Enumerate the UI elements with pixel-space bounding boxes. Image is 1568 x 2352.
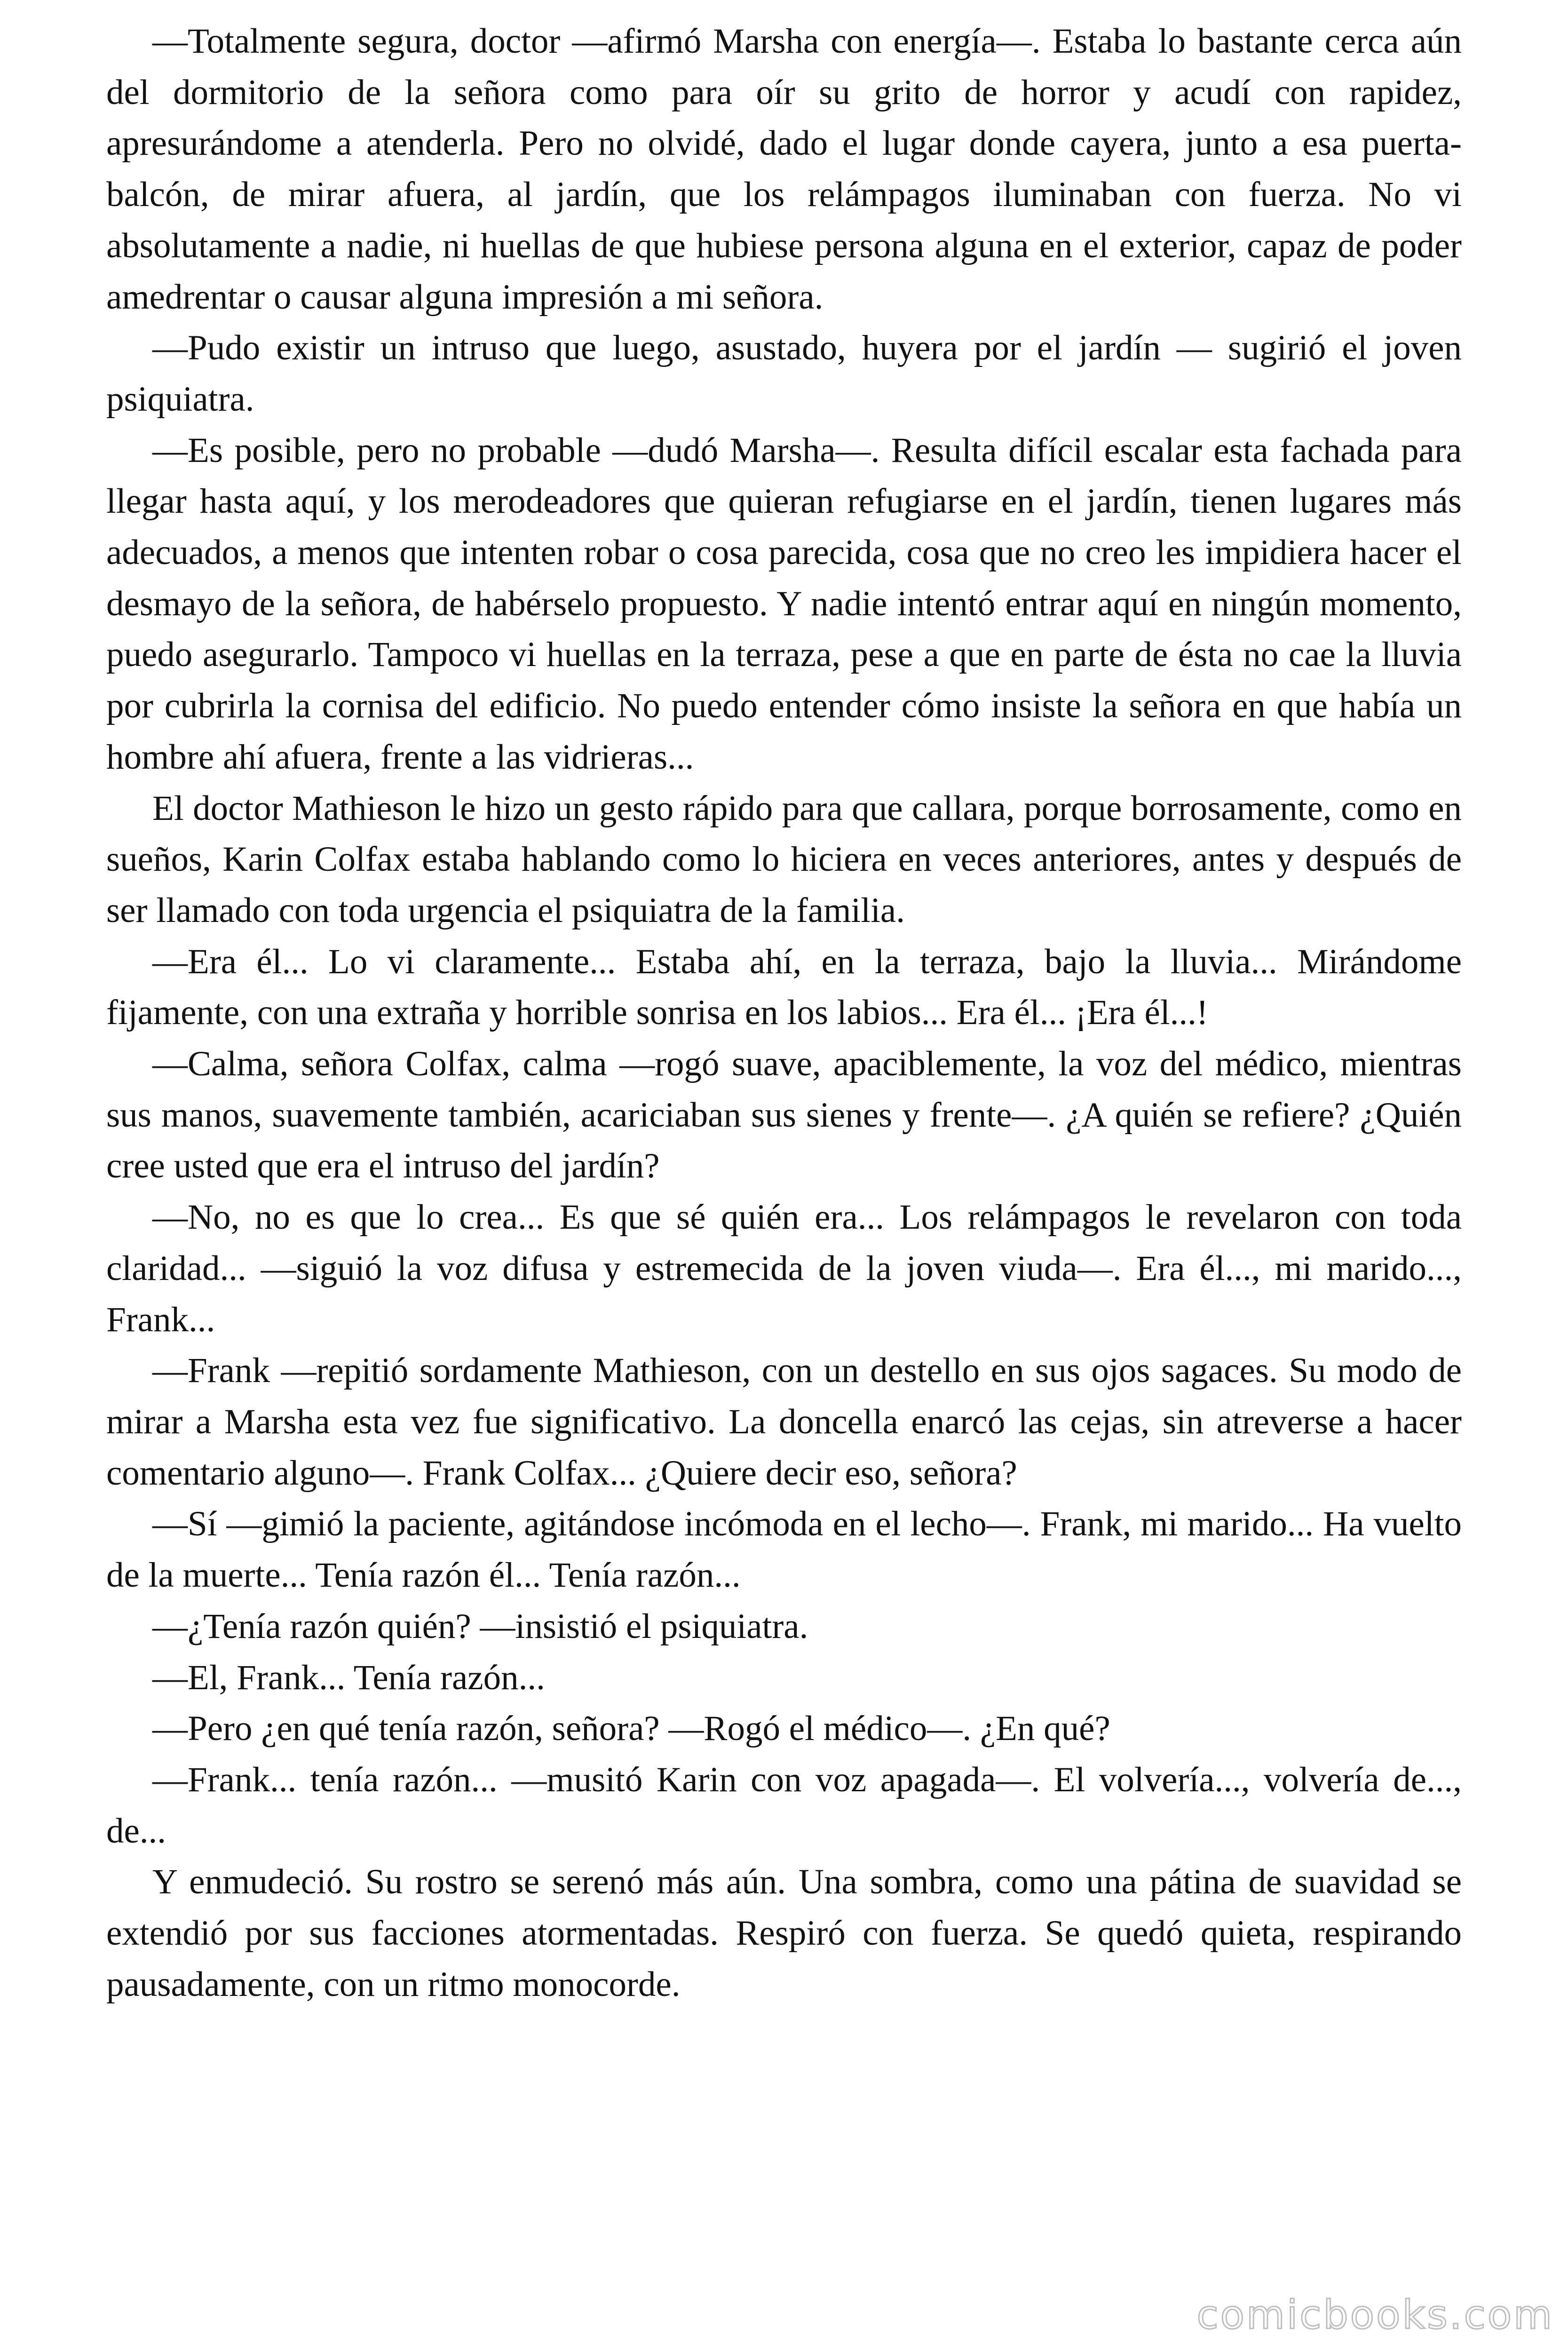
paragraph: El doctor Mathieson le hizo un gesto rápido para que callara, porque borrosamente, como en sueños, Karin Colfax estaba hablando como lo hiciera en veces anteriores, antes y después de ser llamado con toda urgencia el psiquiatra de la familia. <box>106 788 1462 930</box>
watermark: comicbooks.com <box>1196 2292 1554 2338</box>
book-page <box>106 16 1462 2010</box>
paragraph: —Frank... tenía razón... —musitó Karin con voz apagada—. El volvería..., volvería de..., de... <box>106 1760 1462 1851</box>
paragraph: Y enmudeció. Su rostro se serenó más aún. Una sombra, como una pátina de suavidad se extendió por sus facciones atormentadas. Respiró con fuerza. Se quedó quieta, respirando pausadamente, con un ritmo monocorde. <box>106 1862 1462 2004</box>
paragraph: —¿Tenía razón quién? —insistió el psiquiatra. <box>152 1606 808 1646</box>
paragraph: —Es posible, pero no probable —dudó Marsha—. Resulta difícil escalar esta fachada para llegar hasta aquí, y los merodeadores que quieran refugiarse en el jardín, tienen lugares más adecuados, a menos que intenten robar o cosa parecida, cosa que no creo les impidiera hacer el desmayo de la señora, de habérselo propuesto. Y nadie intentó entrar aquí en ningún momento, puedo asegurarlo. Tampoco vi huellas en la terraza, pese a que en parte de ésta no cae la lluvia por cubrirla la cornisa del edificio. No puedo entender cómo insiste la señora en que había un hombre ahí afuera, frente a las vidrieras... <box>106 430 1462 777</box>
paragraph: —Pero ¿en qué tenía razón, señora? —Rogó el médico—. ¿En qué? <box>152 1709 1110 1748</box>
paragraph: —El, Frank... Tenía razón... <box>152 1658 545 1697</box>
paragraph: —Calma, señora Colfax, calma —rogó suave, apaciblemente, la voz del médico, mientras sus manos, suavemente también, acariciaban sus sienes y frente—. ¿A quién se refiere? ¿Quién cree usted que era el intruso del jardín? <box>106 1044 1462 1186</box>
paragraph: —Sí —gimió la paciente, agitándose incómoda en el lecho—. Frank, mi marido... Ha vuelto de la muerte... Tenía razón él... Tenía razón... <box>106 1504 1462 1595</box>
paragraph: —Frank —repitió sordamente Mathieson, con un destello en sus ojos sagaces. Su modo de mirar a Marsha esta vez fue significativo. La doncella enarcó las cejas, sin atreverse a hacer comentario alguno—. Frank Colfax... ¿Quiere decir eso, señora? <box>106 1351 1462 1493</box>
paragraph: —No, no es que lo crea... Es que sé quién era... Los relámpagos le revelaron con toda claridad... —siguió la voz difusa y estremecida de la joven viuda—. Era él..., mi marido..., Frank... <box>106 1198 1462 1339</box>
paragraph: —Era él... Lo vi claramente... Estaba ahí, en la terraza, bajo la lluvia... Mirándome fijamente, con una extraña y horrible sonrisa en los labios... Era él... ¡Era él...! <box>106 942 1462 1033</box>
paragraph: —Totalmente segura, doctor —afirmó Marsha con energía—. Estaba lo bastante cerca aún del dormitorio de la señora como para oír su grito de horror y acudí con rapidez, apresurándome a atenderla. Pero no olvidé, dado el lugar donde cayera, junto a esa puerta-balcón, de mirar afuera, al jardín, que los relámpagos iluminaban con fuerza. No vi absolutamente a nadie, ni huellas de que hubiese persona alguna en el exterior, capaz de poder amedrentar o causar alguna impresión a mi señora. <box>106 22 1462 317</box>
paragraph: —Pudo existir un intruso que luego, asustado, huyera por el jardín — sugirió el joven psiquiatra. <box>106 328 1462 419</box>
